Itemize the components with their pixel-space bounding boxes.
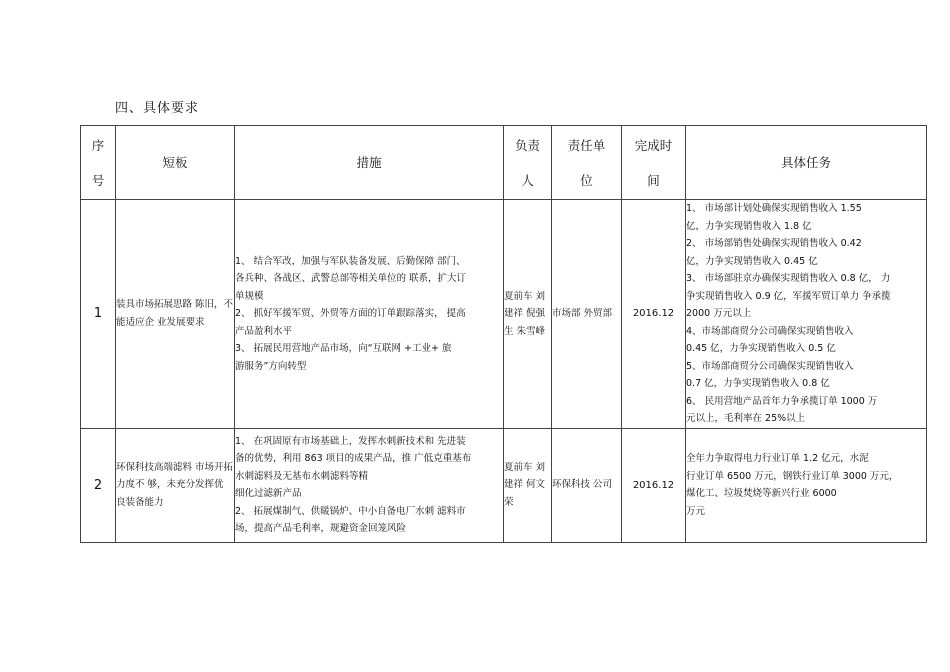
task-line: 0.45 亿，力争实现销售收入 0.5 亿 xyxy=(686,343,836,354)
task-line: 万元 xyxy=(686,505,706,517)
row-deadline: 2016.12 xyxy=(622,428,686,542)
measure-line: 产品盈利水平 xyxy=(235,325,293,337)
task-line: 4、市场部商贸分公司确保实现销售收入 xyxy=(686,325,854,337)
task-line: 1、 市场部计划处确保实现销售收入 1.55 xyxy=(686,203,862,214)
task-line: 全年力争取得电力行业订单 1.2 亿元，水泥 xyxy=(686,453,869,464)
measure-line: 备的优势，利用 863 项目的成果产品，推 广低克重基布 xyxy=(235,453,472,464)
header-owner: 负责 人 xyxy=(504,126,552,200)
row-unit: 环保科技 公司 xyxy=(552,428,622,542)
task-line: 3、 市场部驻京办确保实现销售收入 0.8 亿， 力 xyxy=(686,273,891,284)
header-weakness: 短板 xyxy=(116,126,235,200)
row-owner: 夏前车 刘建祥 倪强生 朱雪峰 xyxy=(504,200,552,429)
header-seq: 序 号 xyxy=(81,126,116,200)
task-line: 亿，力争实现销售收入 0.45 亿 xyxy=(686,255,818,267)
header-tasks: 具体任务 xyxy=(686,126,927,200)
measure-line: 1、 结合军改，加强与军队装备发展、后勤保障 部门、 xyxy=(235,255,466,267)
task-line: 亿，力争实现销售收入 1.8 亿 xyxy=(686,220,812,232)
row-unit: 市场部 外贸部 xyxy=(552,200,622,429)
measure-line: 游服务”方向转型 xyxy=(235,360,307,372)
task-line: 0.7 亿，力争实现销售收入 0.8 亿 xyxy=(686,378,830,389)
row-tasks xyxy=(686,428,927,542)
measure-line: 单规模 xyxy=(235,290,264,302)
measure-line: 各兵种、各战区、武警总部等相关单位的 联系，扩大订 xyxy=(235,273,467,284)
measure-line: 场，提高产品毛利率，规避资金回笼风险 xyxy=(235,523,407,534)
row-seq: 2 xyxy=(81,428,116,542)
row-measures xyxy=(235,428,504,542)
task-line: 2、 市场部销售处确保实现销售收入 0.42 xyxy=(686,238,862,249)
section-title: 四、具体要求 xyxy=(115,101,200,116)
row-measures xyxy=(235,200,504,429)
task-line: 2000 万元以上 xyxy=(686,308,752,319)
requirements-table xyxy=(80,125,927,543)
table-header-row xyxy=(81,126,927,200)
header-deadline: 完成时 间 xyxy=(622,126,686,200)
row-weakness: 装具市场拓展思路 陈旧，不能适应企 业发展要求 xyxy=(116,200,235,429)
task-line: 行业订单 6500 万元，钢铁行业订单 3000 万元， xyxy=(686,470,899,482)
measure-line: 3、 拓展民用营地产品市场，向“互联网 +工业+ 旅 xyxy=(235,343,452,354)
row-weakness: 环保科技高端滤料 市场开拓力度不 够，未充分发挥优 良装备能力 xyxy=(116,428,235,542)
row-seq: 1 xyxy=(81,200,116,429)
task-line: 煤化工、垃圾焚烧等新兴行业 6000 xyxy=(686,488,837,499)
measure-line: 水刺滤料及无基布水刺滤料等精 xyxy=(235,470,369,482)
row-tasks xyxy=(686,200,927,429)
measure-line: 2、 抓好军援军贸、外贸等方面的订单跟踪落实， 提高 xyxy=(235,308,466,319)
header-unit: 责任单 位 xyxy=(552,126,622,200)
measure-line: 细化过滤新产品 xyxy=(235,488,302,499)
header-measures: 措施 xyxy=(235,126,504,200)
row-owner: 夏前车 刘建祥 何文荣 xyxy=(504,428,552,542)
task-line: 争实现销售收入 0.9 亿，军援军贸订单力 争承揽 xyxy=(686,290,891,302)
measure-line: 2、 拓展煤制气、供暖锅炉、中小自备电厂水刺 滤料市 xyxy=(235,505,466,517)
measure-line: 1、 在巩固原有市场基础上，发挥水刺新技术和 先进装 xyxy=(235,435,466,447)
table-row xyxy=(81,428,927,542)
task-line: 5、市场部商贸分公司确保实现销售收入 xyxy=(686,360,854,372)
row-deadline: 2016.12 xyxy=(622,200,686,429)
task-line: 元以上，毛利率在 25%以上 xyxy=(686,413,806,424)
task-line: 6、 民用营地产品首年力争承揽订单 1000 万 xyxy=(686,395,878,407)
table-row xyxy=(81,200,927,429)
